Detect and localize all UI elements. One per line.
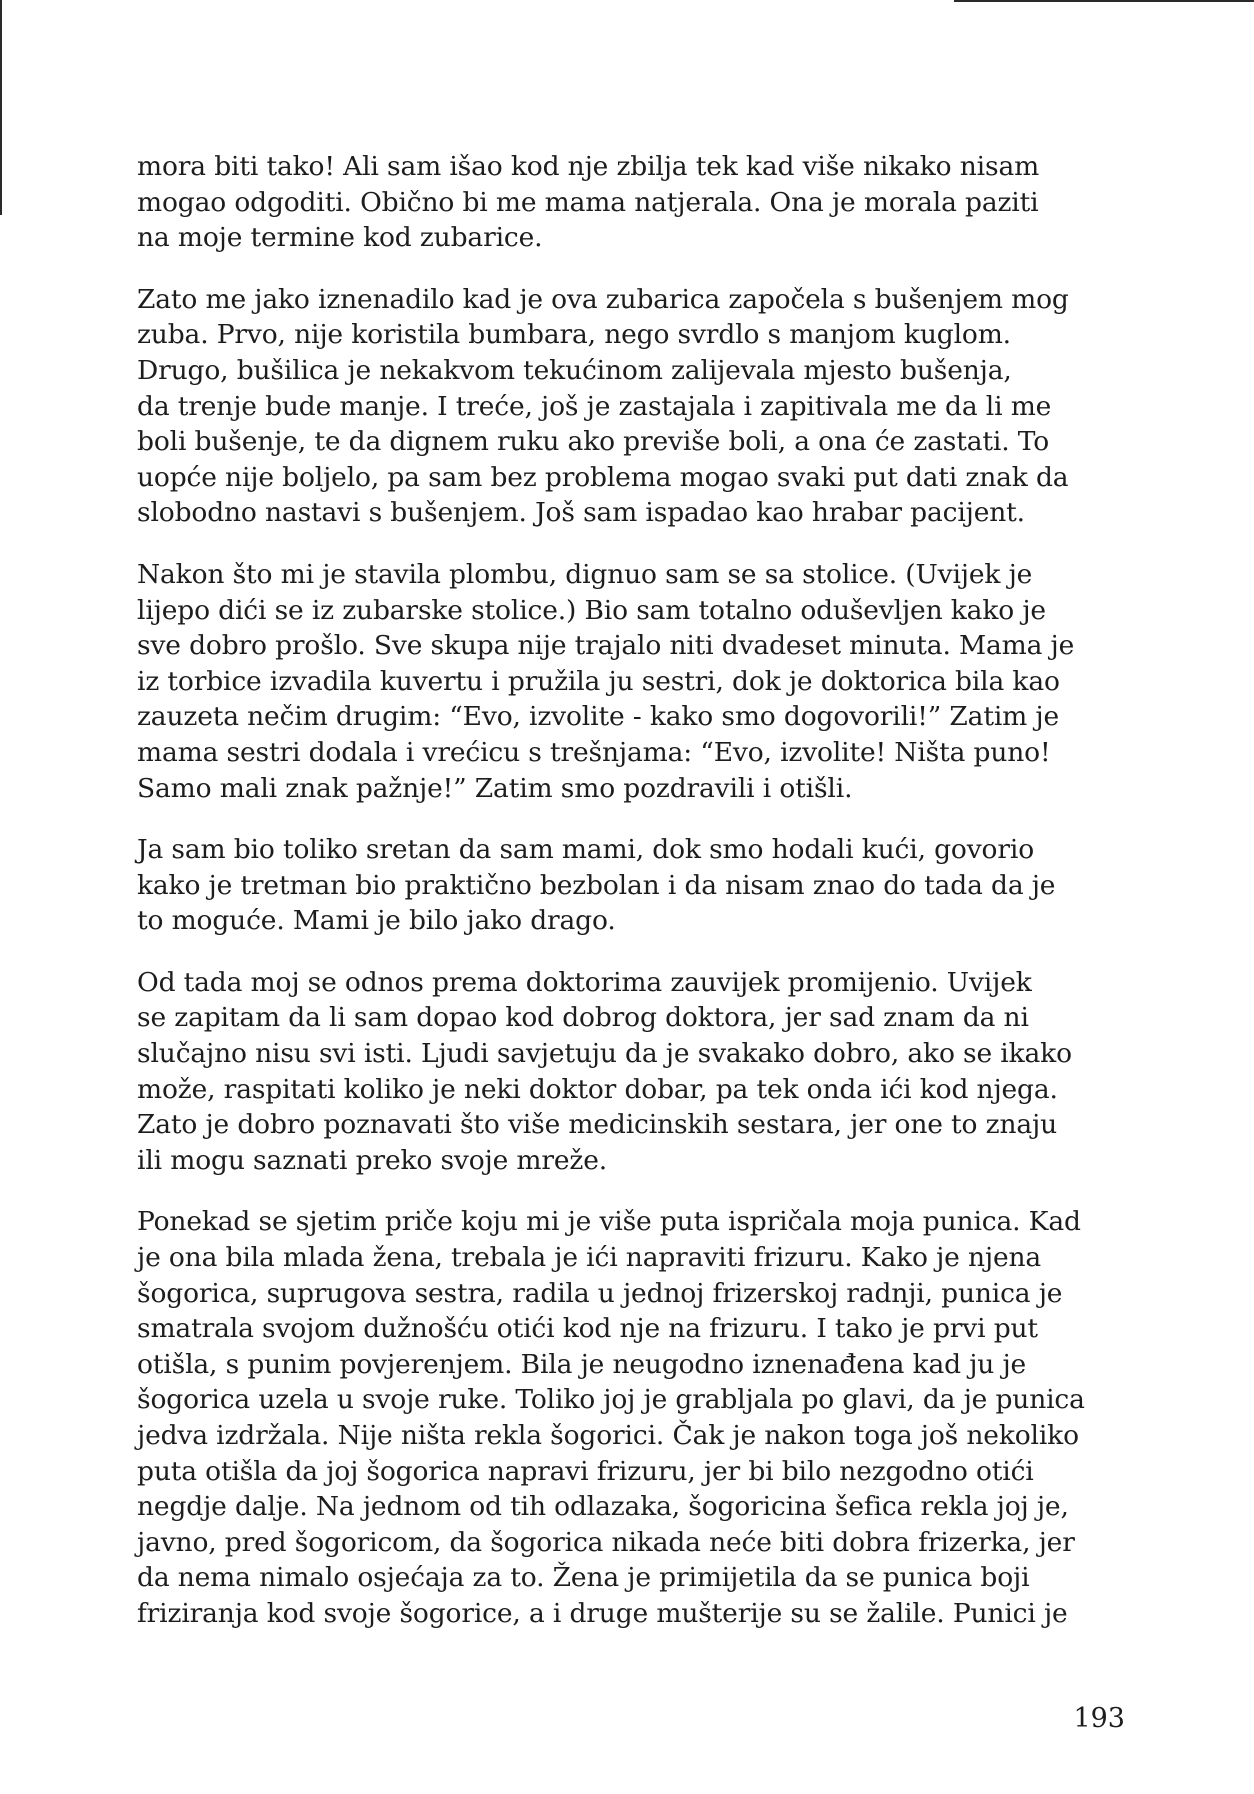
text-line: Zato me jako iznenadilo kad je ova zubarica započela s bušenjem mog xyxy=(137,283,1069,315)
text-line: Ponekad se sjetim priče koju mi je više puta ispričala moja punica. Kad xyxy=(137,1206,1081,1238)
text-line: mora biti tako! Ali sam išao kod nje zbilja tek kad više nikako nisam xyxy=(137,151,1040,182)
text-line: da nema nimalo osjećaja za to. Žena je primijetila da se punica boji xyxy=(137,1562,1030,1594)
text-line: se zapitam da li sam dopao kod dobrog doktora, jer sad znam da ni xyxy=(137,1002,1029,1034)
text-line: friziranja kod svoje šogorice, a i druge mušterije su se žalile. Punici je xyxy=(137,1597,1068,1629)
text-line: Ja sam bio toliko sretan da sam mami, dok smo hodali kući, govorio xyxy=(137,834,1035,866)
text-line: može, raspitati koliko je neki doktor dobar, pa tek onda ići kod njega. xyxy=(137,1073,1058,1105)
scan-edge-top xyxy=(954,0,1254,2)
text-line: Samo mali znak pažnje!” Zatim smo pozdravili i otišli. xyxy=(137,772,853,804)
text-line: da trenje bude manje. I treće, još je zastajala i zapitivala me da li me xyxy=(137,390,1052,422)
text-line: šogorica uzela u svoje ruke. Toliko joj je grabljala po glavi, da je punica xyxy=(137,1384,1085,1416)
text-line: mama sestri dodala i vrećicu s trešnjama: “Evo, izvolite! Ništa puno! xyxy=(137,736,1051,768)
paragraph-4 xyxy=(137,832,1127,939)
text-line: javno, pred šogoricom, da šogorica nikada neće biti dobra frizerka, jer xyxy=(137,1526,1075,1558)
text-line: Od tada moj se odnos prema doktorima zauvijek promijenio. Uvijek xyxy=(137,966,1032,998)
text-line: Zato je dobro poznavati što više medicinskih sestara, jer one to znaju xyxy=(137,1109,1057,1141)
text-line: smatrala svojom dužnošću otići kod nje na frizuru. I tako je prvi put xyxy=(137,1313,1038,1345)
text-line: ili mogu saznati preko svoje mreže. xyxy=(137,1144,608,1176)
text-line: je ona bila mlada žena, trebala je ići napraviti frizuru. Kako je njena xyxy=(137,1242,1042,1274)
text-line: puta otišla da joj šogorica napravi frizuru, jer bi bilo nezgodno otići xyxy=(137,1455,1034,1487)
paragraph-1 xyxy=(137,149,1127,256)
text-line: Drugo, bušilica je nekakvom tekućinom zalijevala mjesto bušenja, xyxy=(137,354,1012,386)
text-line: kako je tretman bio praktično bezbolan i da nisam znao do tada da je xyxy=(137,869,1056,901)
text-line: iz torbice izvadila kuvertu i pružila ju sestri, dok je doktorica bila kao xyxy=(137,665,1060,697)
page-number: 193 xyxy=(1073,1703,1125,1734)
text-line: slučajno nisu svi isti. Ljudi savjetuju da je svakako dobro, ako se ikako xyxy=(137,1038,1072,1070)
text-line: na moje termine kod zubarice. xyxy=(137,222,543,254)
text-line: lijepo dići se iz zubarske stolice.) Bio sam totalno oduševljen kako je xyxy=(137,594,1046,626)
text-line: otišla, s punim povjerenjem. Bila je neugodno iznenađena kad ju je xyxy=(137,1348,1027,1380)
text-line: boli bušenje, te da dignem ruku ako previše boli, a ona će zastati. To xyxy=(137,426,1050,458)
paragraph-6 xyxy=(137,1204,1127,1631)
text-line: zauzeta nečim drugim: “Evo, izvolite - kako smo dogovorili!” Zatim je xyxy=(137,701,1060,733)
text-line: uopće nije boljelo, pa sam bez problema mogao svaki put dati znak da xyxy=(137,461,1069,493)
text-line: slobodno nastavi s bušenjem. Još sam ispadao kao hrabar pacijent. xyxy=(137,497,1025,529)
text-line: sve dobro prošlo. Sve skupa nije trajalo niti dvadeset minuta. Mama je xyxy=(137,630,1075,662)
text-line: negdje dalje. Na jednom od tih odlazaka, šogoricina šefica rekla joj je, xyxy=(137,1491,1069,1523)
paragraph-5 xyxy=(137,965,1127,1179)
text-line: zuba. Prvo, nije koristila bumbara, nego svrdlo s manjom kuglom. xyxy=(137,319,1011,351)
paragraph-3 xyxy=(137,557,1127,806)
text-line: mogao odgoditi. Obično bi me mama natjerala. Ona je morala paziti xyxy=(137,186,1039,218)
text-line: Nakon što mi je stavila plombu, dignuo sam se sa stolice. (Uvijek je xyxy=(137,558,1033,590)
scan-edge-left xyxy=(0,0,2,215)
text-line: šogorica, suprugova sestra, radila u jednoj frizerskoj radnji, punica je xyxy=(137,1277,1063,1309)
text-line: jedva izdržala. Nije ništa rekla šogorici. Čak je nakon toga još nekoliko xyxy=(137,1420,1079,1451)
body-text xyxy=(137,149,1127,1658)
paragraph-2 xyxy=(137,282,1127,531)
text-line: to moguće. Mami je bilo jako drago. xyxy=(137,905,616,937)
